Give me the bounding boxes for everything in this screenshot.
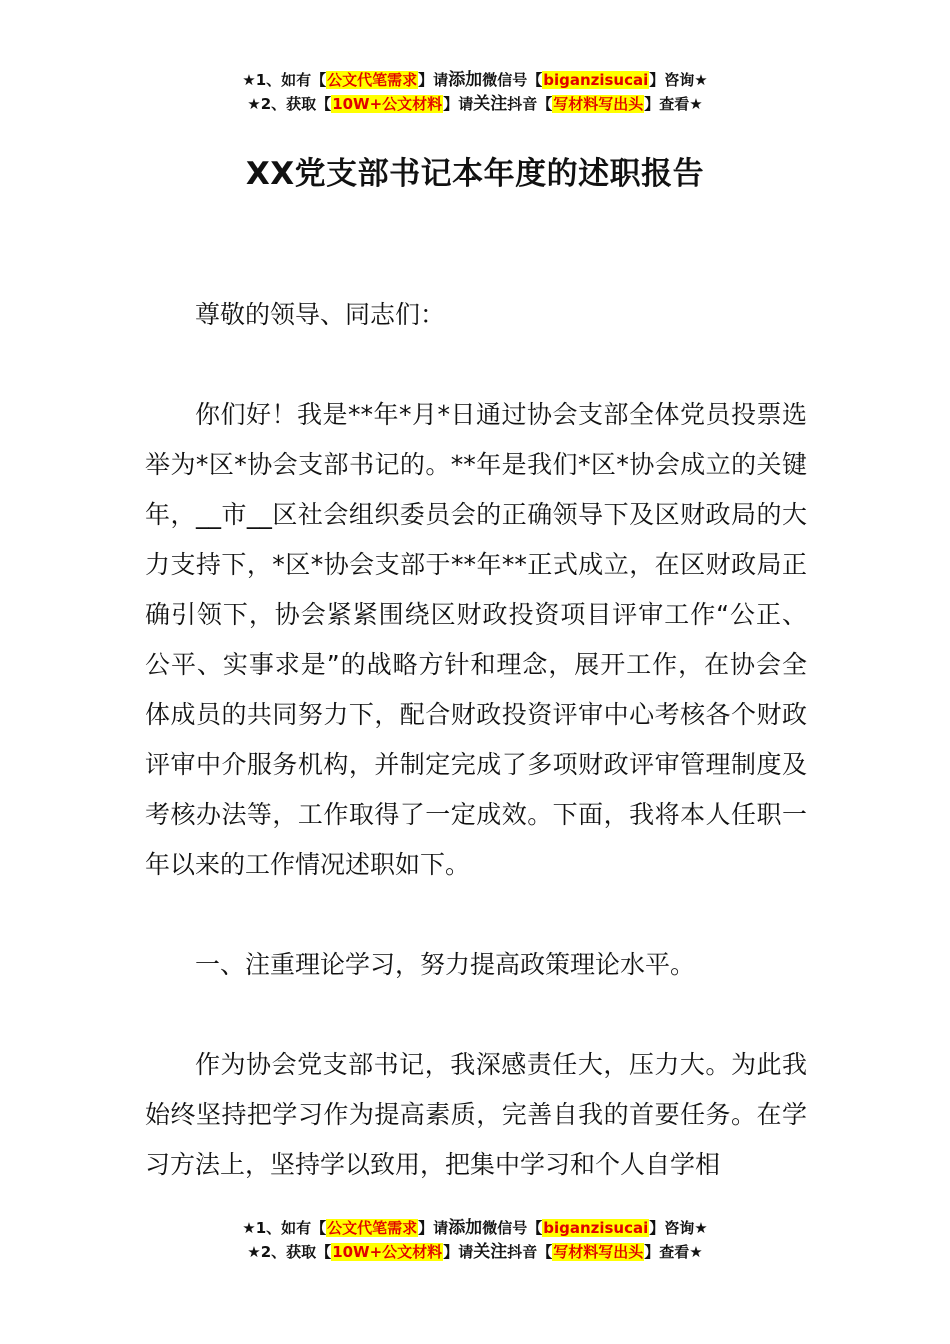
banner-text: 】请 (418, 1219, 449, 1237)
banner-highlight: biganzisucai (543, 71, 649, 89)
banner-line-1 (0, 1216, 950, 1240)
banner-text: 】咨询★ (649, 1219, 708, 1237)
document-title: XX党支部书记本年度的述职报告 (245, 156, 705, 192)
banner-emphasis: 关注 (473, 1242, 508, 1262)
banner-emphasis: 添加 (448, 70, 483, 90)
banner-text: ★1、如有【 (242, 1219, 327, 1237)
banner-emphasis: 添加 (448, 1218, 483, 1238)
banner-text: 微信号【 (482, 1219, 543, 1237)
banner-text: ★2、获取【 (247, 1243, 332, 1261)
banner-text: 】查看★ (644, 1243, 703, 1261)
banner-text: 】请 (443, 1243, 474, 1261)
footer-banner (0, 1216, 950, 1264)
paragraph: 作为协会党支部书记，我深感责任大，压力大。为此我始终坚持把学习作为提高素质，完善自我的首要任务。在学习方法上，坚持学以致用，把集中学习和个人自学相 (145, 1050, 807, 1179)
banner-text: 】咨询★ (649, 71, 708, 89)
banner-highlight: 写材料写出头 (553, 1243, 644, 1261)
banner-highlight: 写材料写出头 (553, 95, 644, 113)
banner-text: 】请 (418, 71, 449, 89)
banner-highlight: 10W+公文材料 (332, 95, 443, 113)
banner-text: 抖音【 (507, 1243, 553, 1261)
banner-text: 抖音【 (507, 95, 553, 113)
banner-line-2 (0, 1240, 950, 1264)
banner-line-2 (0, 92, 950, 116)
paragraph: 你们好！我是**年*月*日通过协会支部全体党员投票选举为*区*协会支部书记的。**年是我们*区*协会成立的关键年，__市__区社会组织委员会的正确领导下及区财政局的大力支持下，*区*协会支部于**年**正式成立，在区财政局正确引领下，协会紧紧围绕区财政投资项目评审工作“公正、公平、实事求是”的战略方针和理念，展开工作，在协会全体成员的共同努力下，配合财政投资评审中心考核各个财政评审中介服务机构，并制定完成了多项财政评审管理制度及考核办法等，工作取得了一定成效。下面，我将本人任职一年以来的工作情况述职如下。 (145, 400, 807, 879)
header-banner (0, 68, 950, 116)
document-body (145, 290, 807, 1240)
banner-text: ★2、获取【 (247, 95, 332, 113)
banner-highlight: 公文代笔需求 (327, 1219, 418, 1237)
banner-highlight: biganzisucai (543, 1219, 649, 1237)
banner-text: 】查看★ (644, 95, 703, 113)
banner-highlight: 10W+公文材料 (332, 1243, 443, 1261)
banner-text: 微信号【 (482, 71, 543, 89)
banner-text: 】请 (443, 95, 474, 113)
banner-emphasis: 关注 (473, 94, 508, 114)
section-heading: 一、注重理论学习，努力提高政策理论水平。 (195, 950, 696, 979)
banner-line-1 (0, 68, 950, 92)
greeting: 尊敬的领导、同志们： (195, 300, 446, 329)
banner-text: ★1、如有【 (242, 71, 327, 89)
banner-highlight: 公文代笔需求 (327, 71, 418, 89)
